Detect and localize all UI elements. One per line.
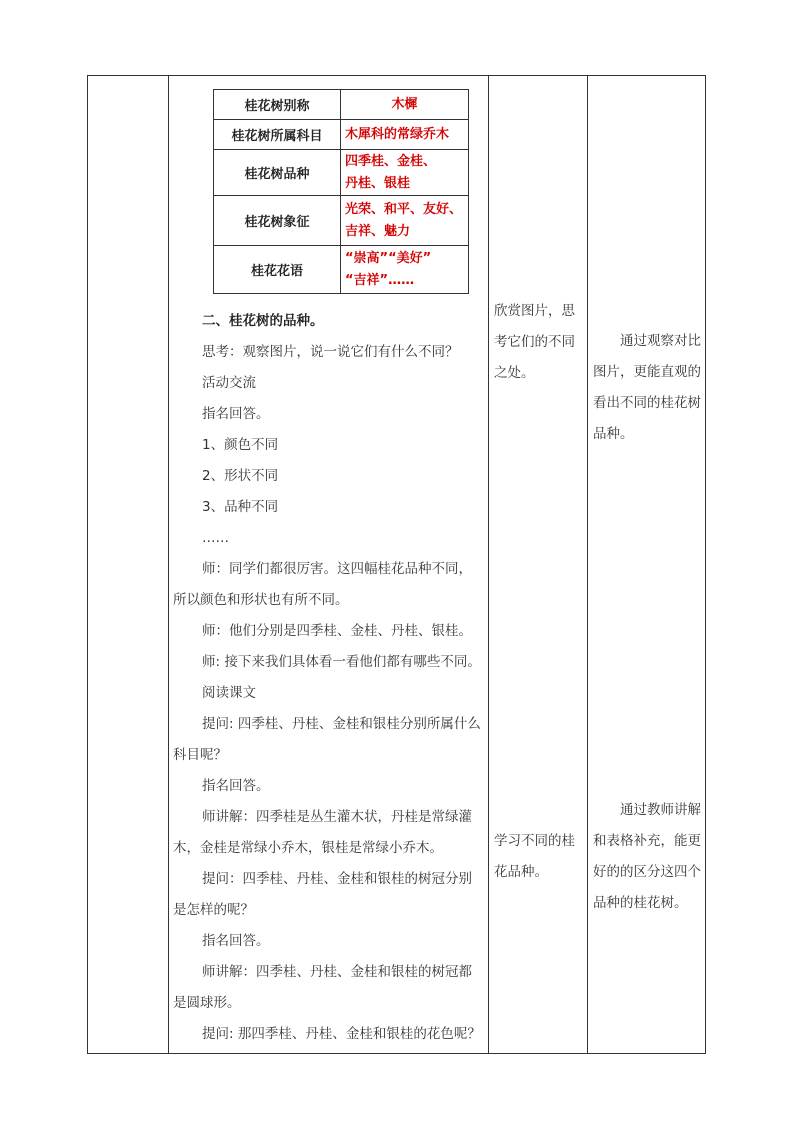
paragraph: 阅读课文 (202, 685, 256, 701)
paragraph: …… (202, 530, 229, 546)
paragraph: 提问: 那四季桂、丹桂、金桂和银桂的花色呢？ (202, 1026, 481, 1042)
section-heading: 二、桂花树的品种。 (202, 313, 324, 329)
student-activity-2: 学习不同的桂花品种。 (494, 833, 575, 880)
osmanthus-info-table (213, 89, 469, 294)
value-line: “崇高”“美好” (345, 250, 432, 266)
teaching-process-column (173, 306, 485, 1050)
column-divider (488, 76, 489, 1053)
paragraph: 师：他们分别是四季桂、金桂、丹桂、银桂。 (202, 623, 472, 639)
table-row (214, 90, 469, 120)
row-label: 桂花花语 (214, 246, 341, 294)
paragraph: 思考：观察图片，说一说它们有什么不同？ (202, 344, 459, 360)
table-row (214, 120, 469, 150)
row-label: 桂花树象征 (214, 196, 341, 246)
paragraph: 3、品种不同 (202, 499, 279, 515)
student-activity-1: 欣赏图片，思考它们的不同之处。 (494, 303, 575, 381)
column-divider (168, 76, 169, 1053)
value-line: 丹桂、银桂 (345, 175, 411, 191)
table-row (214, 150, 469, 196)
row-value (341, 150, 469, 196)
row-value: 木犀科的常绿乔木 (341, 120, 469, 150)
paragraph: 师讲解：四季桂、丹桂、金桂和银桂的树冠都是圆球形。 (173, 964, 472, 1011)
paragraph: 师: 接下来我们具体看一看他们都有哪些不同。 (202, 654, 481, 670)
paragraph: 指名回答。 (202, 406, 270, 422)
value-line: 光荣、和平、友好、 (345, 201, 463, 217)
value-line: 四季桂、金桂、 (345, 153, 437, 169)
value-line: “吉祥”…… (345, 272, 415, 288)
paragraph: 指名回答。 (202, 778, 270, 794)
row-label: 桂花树别称 (214, 90, 341, 120)
paragraph: 活动交流 (202, 375, 256, 391)
value-line: 吉祥、魅力 (345, 223, 411, 239)
row-value (341, 246, 469, 294)
paragraph: 师讲解：四季桂是丛生灌木状，丹桂是常绿灌木，金桂是常绿小乔木，银桂是常绿小乔木。 (173, 809, 472, 856)
row-value (341, 196, 469, 246)
paragraph: 师：同学们都很厉害。这四幅桂花品种不同，所以颜色和形状也有所不同。 (173, 561, 472, 608)
paragraph: 提问: 四季桂、丹桂、金桂和银桂分别所属什么科目呢？ (173, 716, 481, 763)
table-row (214, 246, 469, 294)
design-intent-1: 通过观察对比图片，更能直观的看出不同的桂花树品种。 (593, 333, 701, 442)
table-row (214, 196, 469, 246)
row-label: 桂花树所属科目 (214, 120, 341, 150)
paragraph: 2、形状不同 (202, 468, 279, 484)
design-intent-2: 通过教师讲解和表格补充，能更好的的区分这四个品种的桂花树。 (593, 802, 701, 911)
paragraph: 提问：四季桂、丹桂、金桂和银桂的树冠分别是怎样的呢？ (173, 871, 472, 918)
row-label: 桂花树品种 (214, 150, 341, 196)
paragraph: 1、颜色不同 (202, 437, 279, 453)
paragraph: 指名回答。 (202, 933, 270, 949)
column-divider (587, 76, 588, 1053)
row-value: 木樨 (341, 90, 469, 120)
